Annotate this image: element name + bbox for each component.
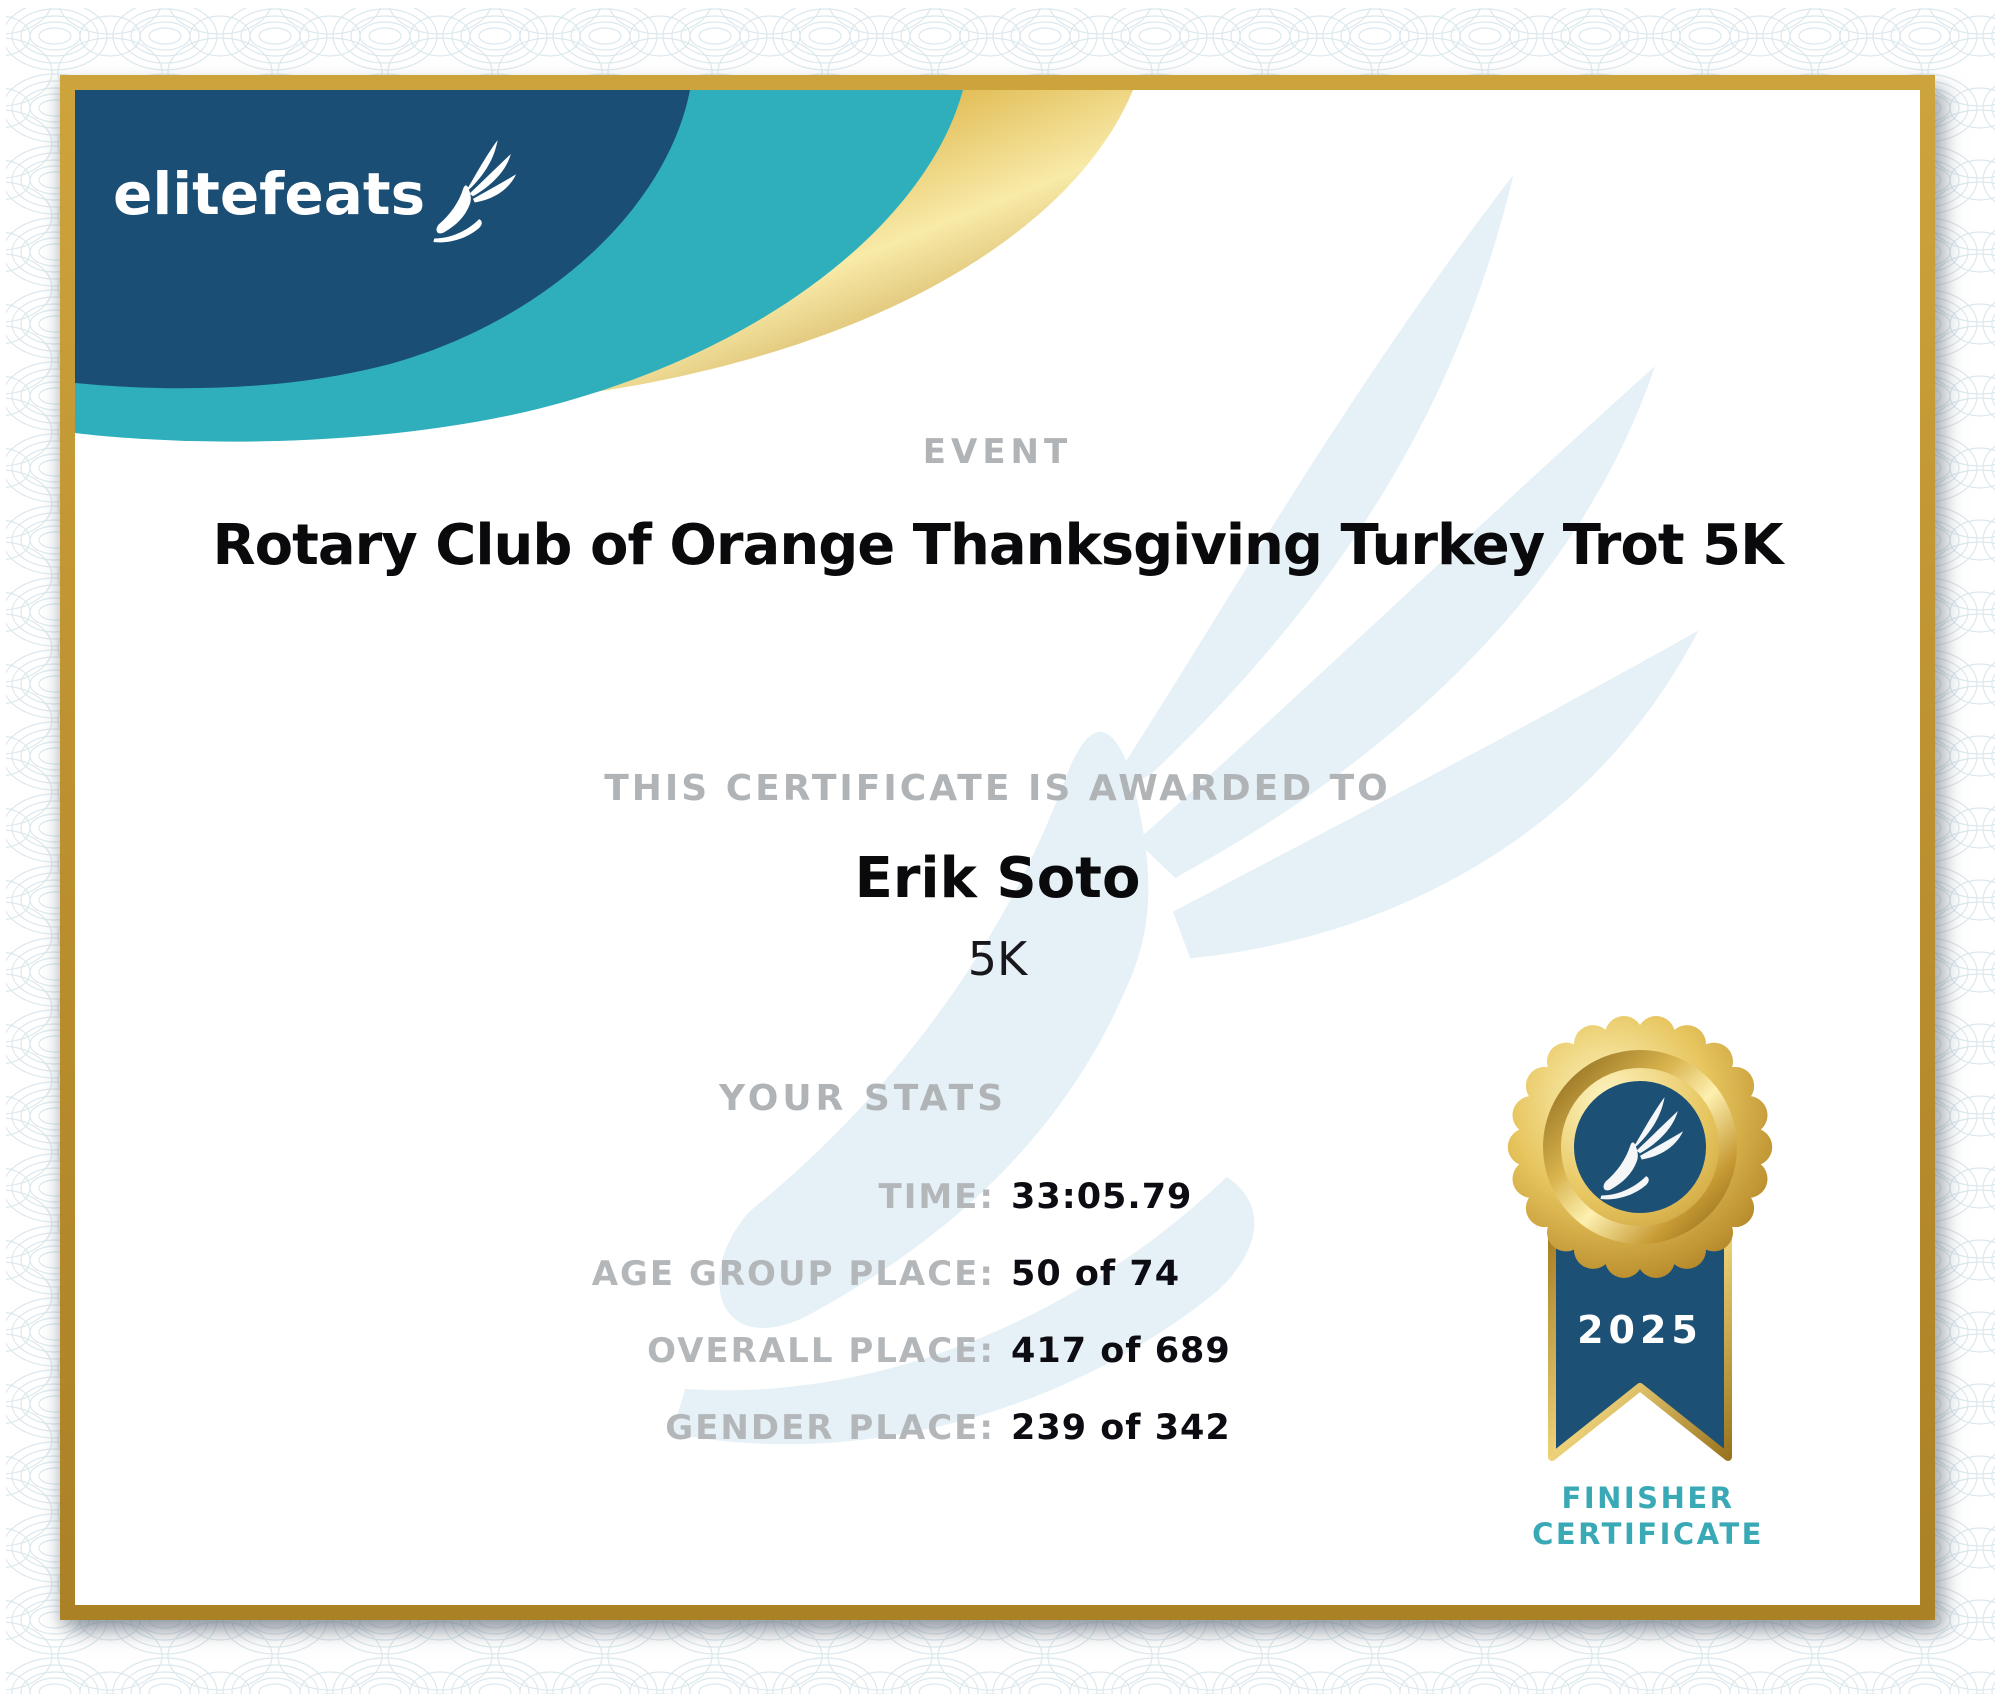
stat-label: TIME: — [878, 1176, 995, 1217]
winged-foot-logo-icon — [429, 138, 517, 244]
event-title: Rotary Club of Orange Thanksgiving Turkey Trot 5K — [212, 513, 1783, 578]
stat-label: AGE GROUP PLACE: — [591, 1253, 995, 1294]
stat-value: 417 of 689 — [1011, 1330, 1231, 1371]
certificate-body — [75, 90, 1920, 1605]
stat-value: 239 of 342 — [1011, 1407, 1231, 1448]
certificate-line: CERTIFICATE — [1532, 1517, 1764, 1551]
stat-label: GENDER PLACE: — [665, 1407, 995, 1448]
event-label: EVENT — [922, 432, 1073, 472]
stat-row-age-group-place — [75, 1235, 1575, 1312]
stat-row-time — [75, 1158, 1575, 1235]
finisher-line: FINISHER — [1561, 1481, 1735, 1515]
stat-row-overall-place — [75, 1312, 1575, 1389]
gold-frame — [60, 75, 1935, 1620]
runner-name: Erik Soto — [854, 846, 1141, 911]
stat-value: 33:05.79 — [1011, 1176, 1193, 1217]
elitefeats-logo — [113, 138, 517, 244]
stats-list — [75, 1158, 1575, 1466]
medal-year: 2025 — [1577, 1308, 1703, 1352]
race-distance: 5K — [967, 932, 1028, 986]
stat-label: OVERALL PLACE: — [647, 1330, 995, 1371]
stat-row-gender-place — [75, 1389, 1575, 1466]
your-stats-heading: YOUR STATS — [718, 1078, 1008, 1119]
awarded-to-label: THIS CERTIFICATE IS AWARDED TO — [604, 768, 1391, 809]
elitefeats-logo-text: elitefeats — [113, 160, 426, 228]
finisher-certificate-caption — [1448, 1480, 1848, 1552]
stat-value: 50 of 74 — [1011, 1253, 1181, 1294]
finisher-medal-badge — [1480, 995, 1820, 1475]
